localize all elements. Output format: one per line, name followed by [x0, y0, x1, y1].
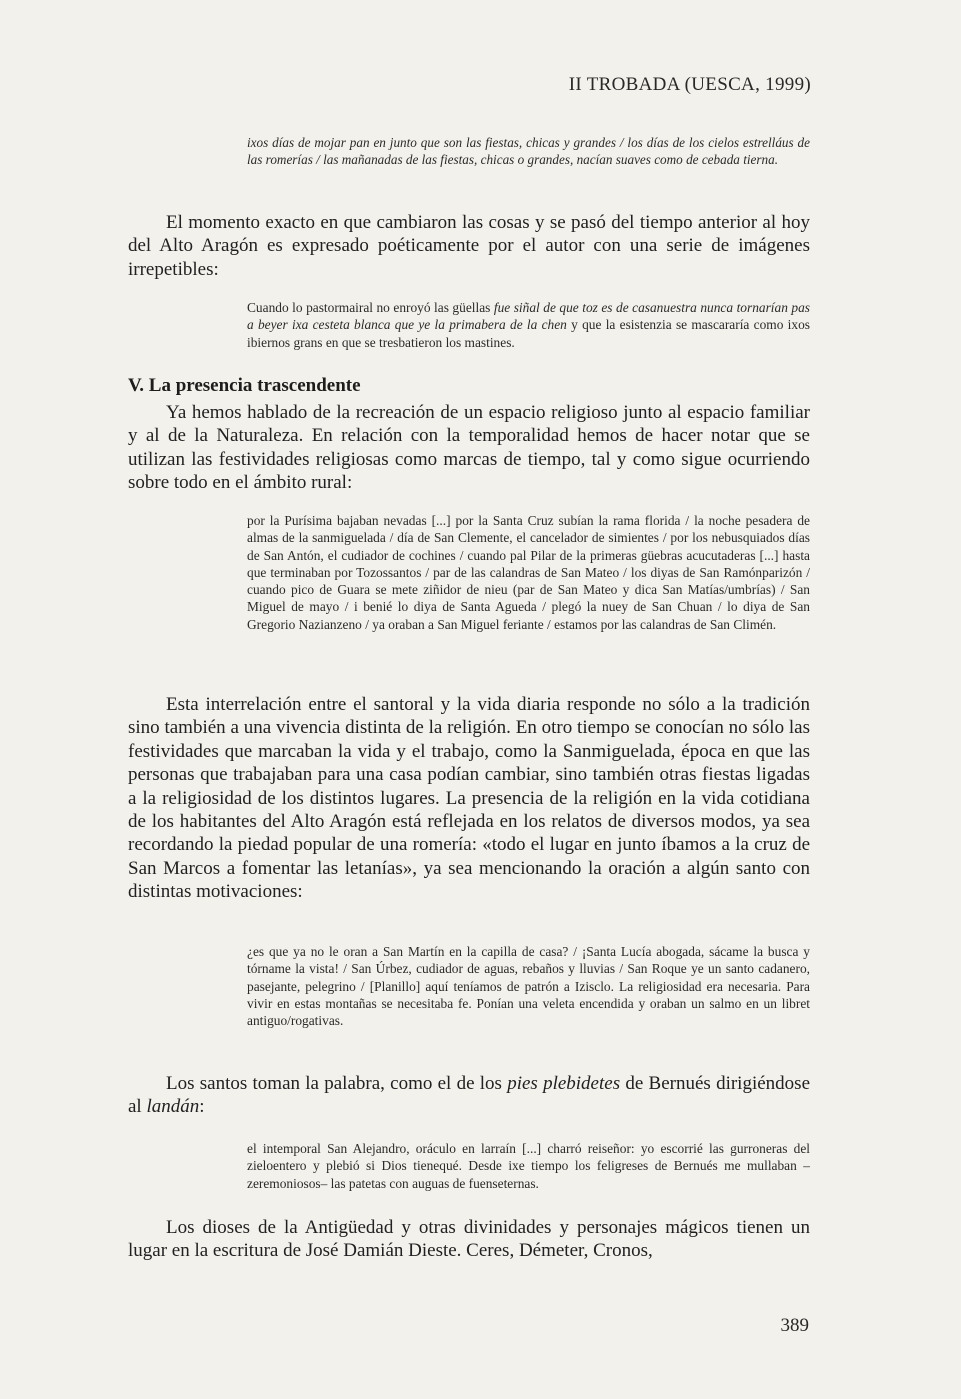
paragraph-1 — [128, 211, 810, 281]
quote-2-part3: y que la esistenzia se mascararía como ixos ibiernos grans en que se tresbatieron los mastines. — [247, 317, 810, 350]
quote-3-text: por la Purísima bajaban nevadas [...] por la Santa Cruz subían la rama florida / la noche pesadera de almas de la sanmiguelada / día de San Clemente, el cancelador de simientes / por los nebusquiados días de San Antón, el cudiador de cochines / cuando pal Pilar de la primeras güebras acucutaderas [...] hasta que terminaban por Tozossantos / par de las calandras de San Mateo / los diyas de San Ramónparizón / cuando pico de Guara se mete ziñidor de nieu (par de San Mateo y dica San Matías/umbrías) / San Miguel de mayo / i benié lo diya de Santa Agueda / plegó la nuey de San Chuan / lo diya de San Gregorio Nazianzeno / ya oraban a San Miguel feriante / estamos por las calandras de San Climén. — [247, 513, 810, 632]
quote-2-part1: Cuando lo pastormairal no enroyó las güellas — [247, 300, 494, 315]
page-number: 389 — [780, 1315, 809, 1336]
quote-1-text: ixos días de mojar pan en junto que son las fiestas, chicas y grandes / los días de los cielos estrelláus de las romerías / las mañanadas de las fiestas, chicas o grandes, nacían suaves como de cebada tierna. — [247, 135, 810, 167]
quote-5-text: el intemporal San Alejandro, oráculo en larraín [...] charró reiseñor: yo escorrié las gurroneras del zieloentero y plebió si Dios tienequé. Desde ixe tiempo los feligreses de Bernués me mullaban –zeremoniosos– las patetas con auguas de fuenseternas. — [247, 1141, 810, 1191]
block-quote-4 — [247, 943, 810, 1029]
paragraph-4 — [128, 1072, 810, 1119]
paragraph-5-text: Los dioses de la Antigüedad y otras divinidades y personajes mágicos tienen un lugar en la escritura de José Damián Dieste. Ceres, Démeter, Cronos, — [128, 1217, 810, 1262]
running-head: II TROBADA (UESCA, 1999) — [568, 74, 811, 95]
quote-2-part2: fue siñal de que toz es de casanuestra nunca tornarían pas a beyer ixa cesteta blanca que ye la primabera de la chen — [247, 300, 811, 333]
section-heading: V. La presencia trascendente — [128, 375, 361, 396]
paragraph-4-part5: : — [199, 1096, 205, 1118]
paragraph-2-text: Ya hemos hablado de la recreación de un espacio religioso junto al espacio familiar y al de la Naturaleza. En relación con la temporalidad hemos de hacer notar que se utilizan las festividades religiosas como marcas de tiempo, tal y como sigue ocurriendo sobre todo en el ámbito rural: — [128, 402, 810, 494]
paragraph-3-text: Esta interrelación entre el santoral y la vida diaria responde no sólo a la tradición sino también a una vivencia distinta de la religión. En otro tiempo se conocían no sólo las festividades que marcaban la vida y el trabajo, como la Sanmiguelada, época en que las personas que trabajaban para una casa podían cambiar, sino también otras fiestas ligadas a la religiosidad de los distintos lugares. La presencia de la religión en la vida cotidiana de los habitantes del Alto Aragón está reflejada en los relatos de diversos modos, ya sea recordando la piedad popular de una romería: «todo el lugar en junto íbamos a la cruz de San Marcos a fomentar las letanías», ya sea mencionando la oración a algún santo con distintas motivaciones: — [128, 694, 810, 903]
paragraph-3 — [128, 693, 810, 904]
paragraph-1-text: El momento exacto en que cambiaron las cosas y se pasó del tiempo anterior al hoy del Alto Aragón es expresado poéticamente por el autor con una serie de imágenes irrepetibles: — [128, 212, 810, 280]
paragraph-2 — [128, 401, 810, 495]
block-quote-2 — [247, 299, 810, 351]
block-quote-5 — [247, 1140, 810, 1192]
paragraph-4-part3: de Bernués dirigiéndose al — [128, 1073, 810, 1118]
block-quote-1 — [247, 135, 810, 168]
paragraph-5 — [128, 1216, 810, 1263]
paragraph-4-part4: landán — [146, 1096, 200, 1118]
block-quote-3 — [247, 512, 810, 633]
paragraph-4-part1: Los santos toman la palabra, como el de los — [166, 1073, 508, 1094]
paragraph-4-part2: pies plebidetes — [507, 1073, 621, 1094]
quote-4-text: ¿es que ya no le oran a San Martín en la capilla de casa? / ¡Santa Lucía abogada, sácame la busca y tórname la vista! / San Úrbez, cudiador de aguas, rebaños y lluvias / San Roque ye un santo cadanero, pasejante, pelegrino / [Planillo] aquí teníamos de patrón a Izisclo. La religiosidad era necesaria. Para vivir en estas montañas se necesitaba fe. Ponían una veleta encendida y oraban un salmo en un libret antiguo/rogativas. — [247, 944, 810, 1029]
